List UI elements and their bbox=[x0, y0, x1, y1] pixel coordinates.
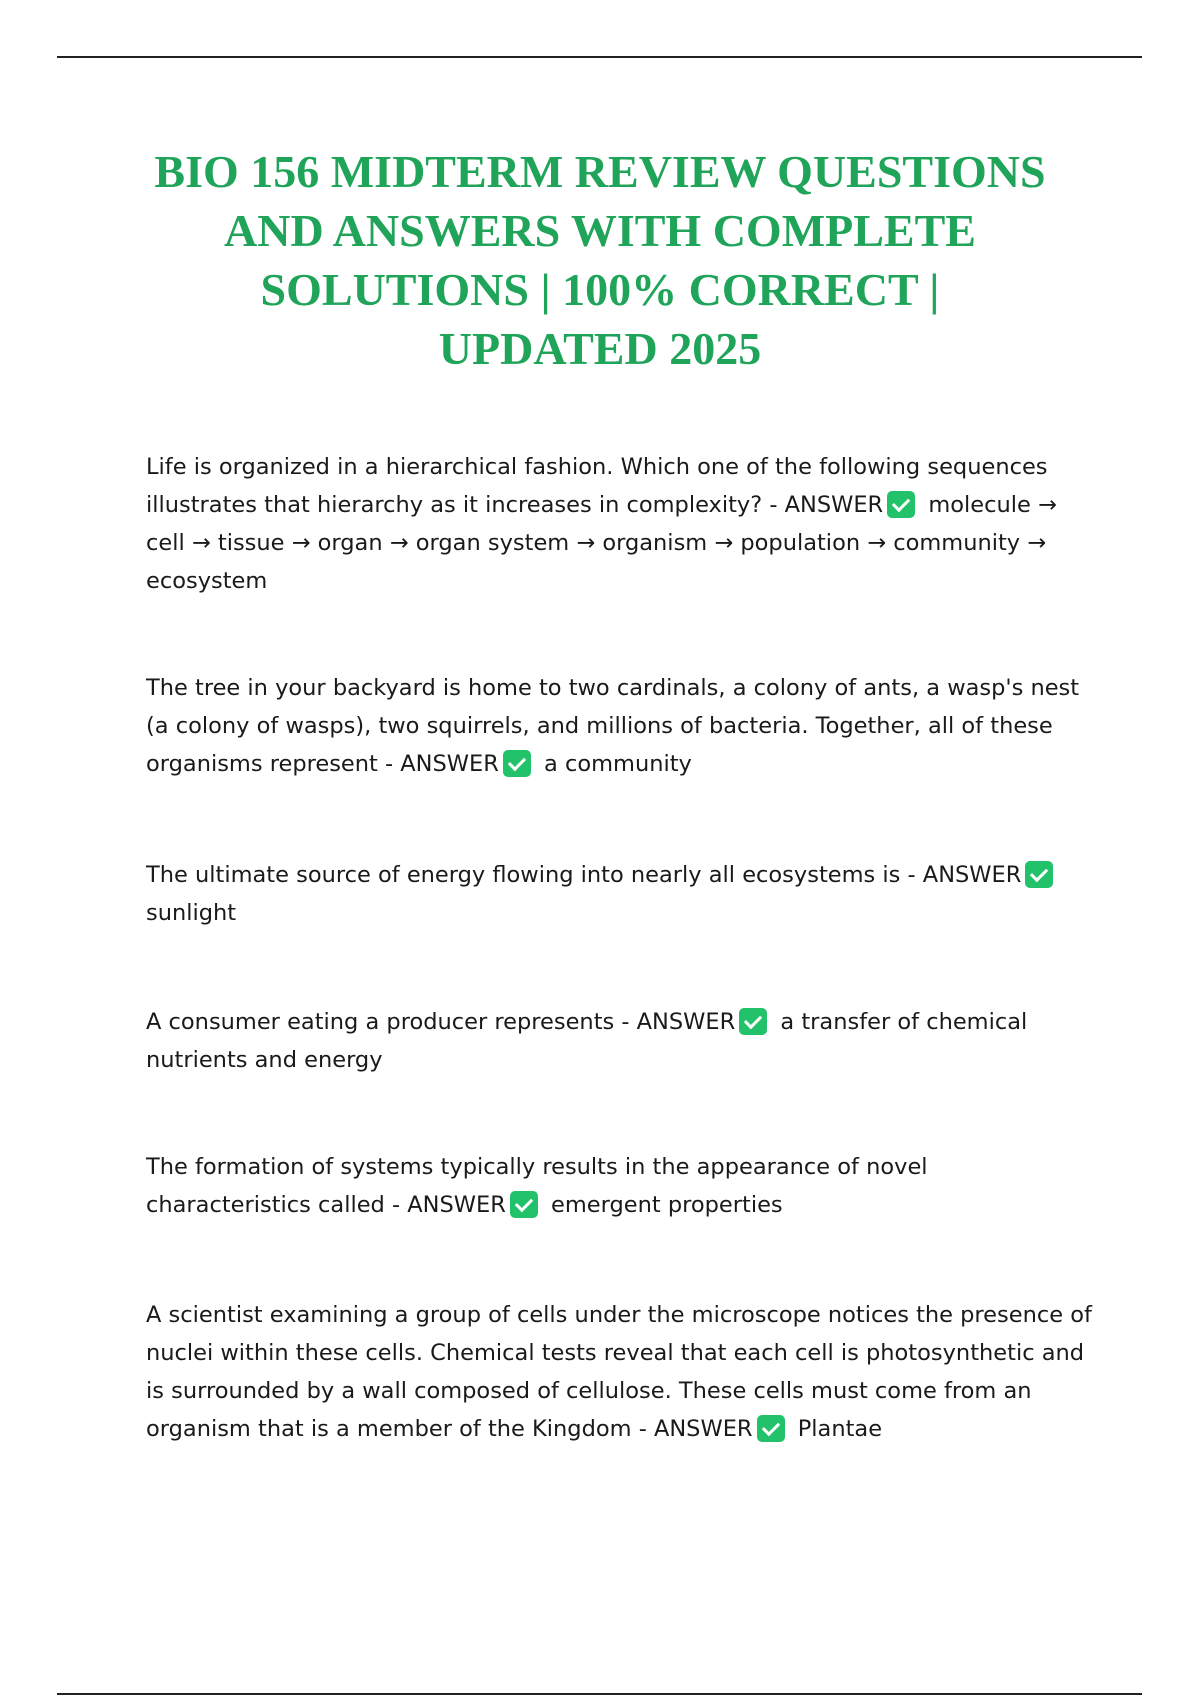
question-text: Life is organized in a hierarchical fashion. Which one of the following sequences illustrates that hierarchy as it increases in complexity? - ANSWER bbox=[146, 454, 1048, 518]
top-rule bbox=[57, 56, 1142, 58]
answer-text: a transfer of chemical nutrients and energy bbox=[146, 1009, 1028, 1073]
question-text: The formation of systems typically results in the appearance of novel characteristics called - ANSWER bbox=[146, 1154, 928, 1218]
check-mark-icon bbox=[1025, 861, 1053, 888]
answer-text: sunlight bbox=[146, 900, 237, 926]
qa-item bbox=[146, 856, 1096, 932]
title-line: SOLUTIONS | 100% CORRECT | bbox=[260, 264, 940, 315]
title-line: BIO 156 MIDTERM REVIEW QUESTIONS bbox=[154, 146, 1046, 197]
answer-text: molecule → cell → tissue → organ → organ system → organism → population → community → ecosystem bbox=[146, 492, 1057, 594]
check-mark-icon bbox=[887, 491, 915, 518]
question-text: A scientist examining a group of cells under the microscope notices the presence of nuclei within these cells. Chemical tests reveal that each cell is photosynthetic and is surrounded by a wall composed of cellulose. These cells must come from an organism that is a member of the Kingdom - ANSWER bbox=[146, 1302, 1092, 1442]
title-line: UPDATED 2025 bbox=[438, 323, 762, 374]
check-mark-icon bbox=[503, 750, 531, 777]
qa-item bbox=[146, 1003, 1096, 1079]
check-mark-icon bbox=[739, 1008, 767, 1035]
question-text: The ultimate source of energy flowing into nearly all ecosystems is - ANSWER bbox=[146, 862, 1022, 888]
page-title bbox=[120, 142, 1080, 378]
check-mark-icon bbox=[757, 1415, 785, 1442]
question-text: A consumer eating a producer represents - ANSWER bbox=[146, 1009, 736, 1035]
bottom-rule bbox=[57, 1693, 1142, 1695]
answer-text: a community bbox=[544, 751, 692, 777]
answer-text: Plantae bbox=[797, 1416, 883, 1442]
question-text: The tree in your backyard is home to two cardinals, a colony of ants, a wasp's nest (a colony of wasps), two squirrels, and millions of bacteria. Together, all of these organisms represent - ANSWER bbox=[146, 675, 1080, 777]
qa-item bbox=[146, 669, 1096, 783]
qa-item bbox=[146, 448, 1096, 600]
check-mark-icon bbox=[510, 1191, 538, 1218]
title-line: AND ANSWERS WITH COMPLETE bbox=[224, 205, 976, 256]
answer-text: emergent properties bbox=[551, 1192, 783, 1218]
qa-item bbox=[146, 1296, 1096, 1448]
qa-item bbox=[146, 1148, 1096, 1224]
